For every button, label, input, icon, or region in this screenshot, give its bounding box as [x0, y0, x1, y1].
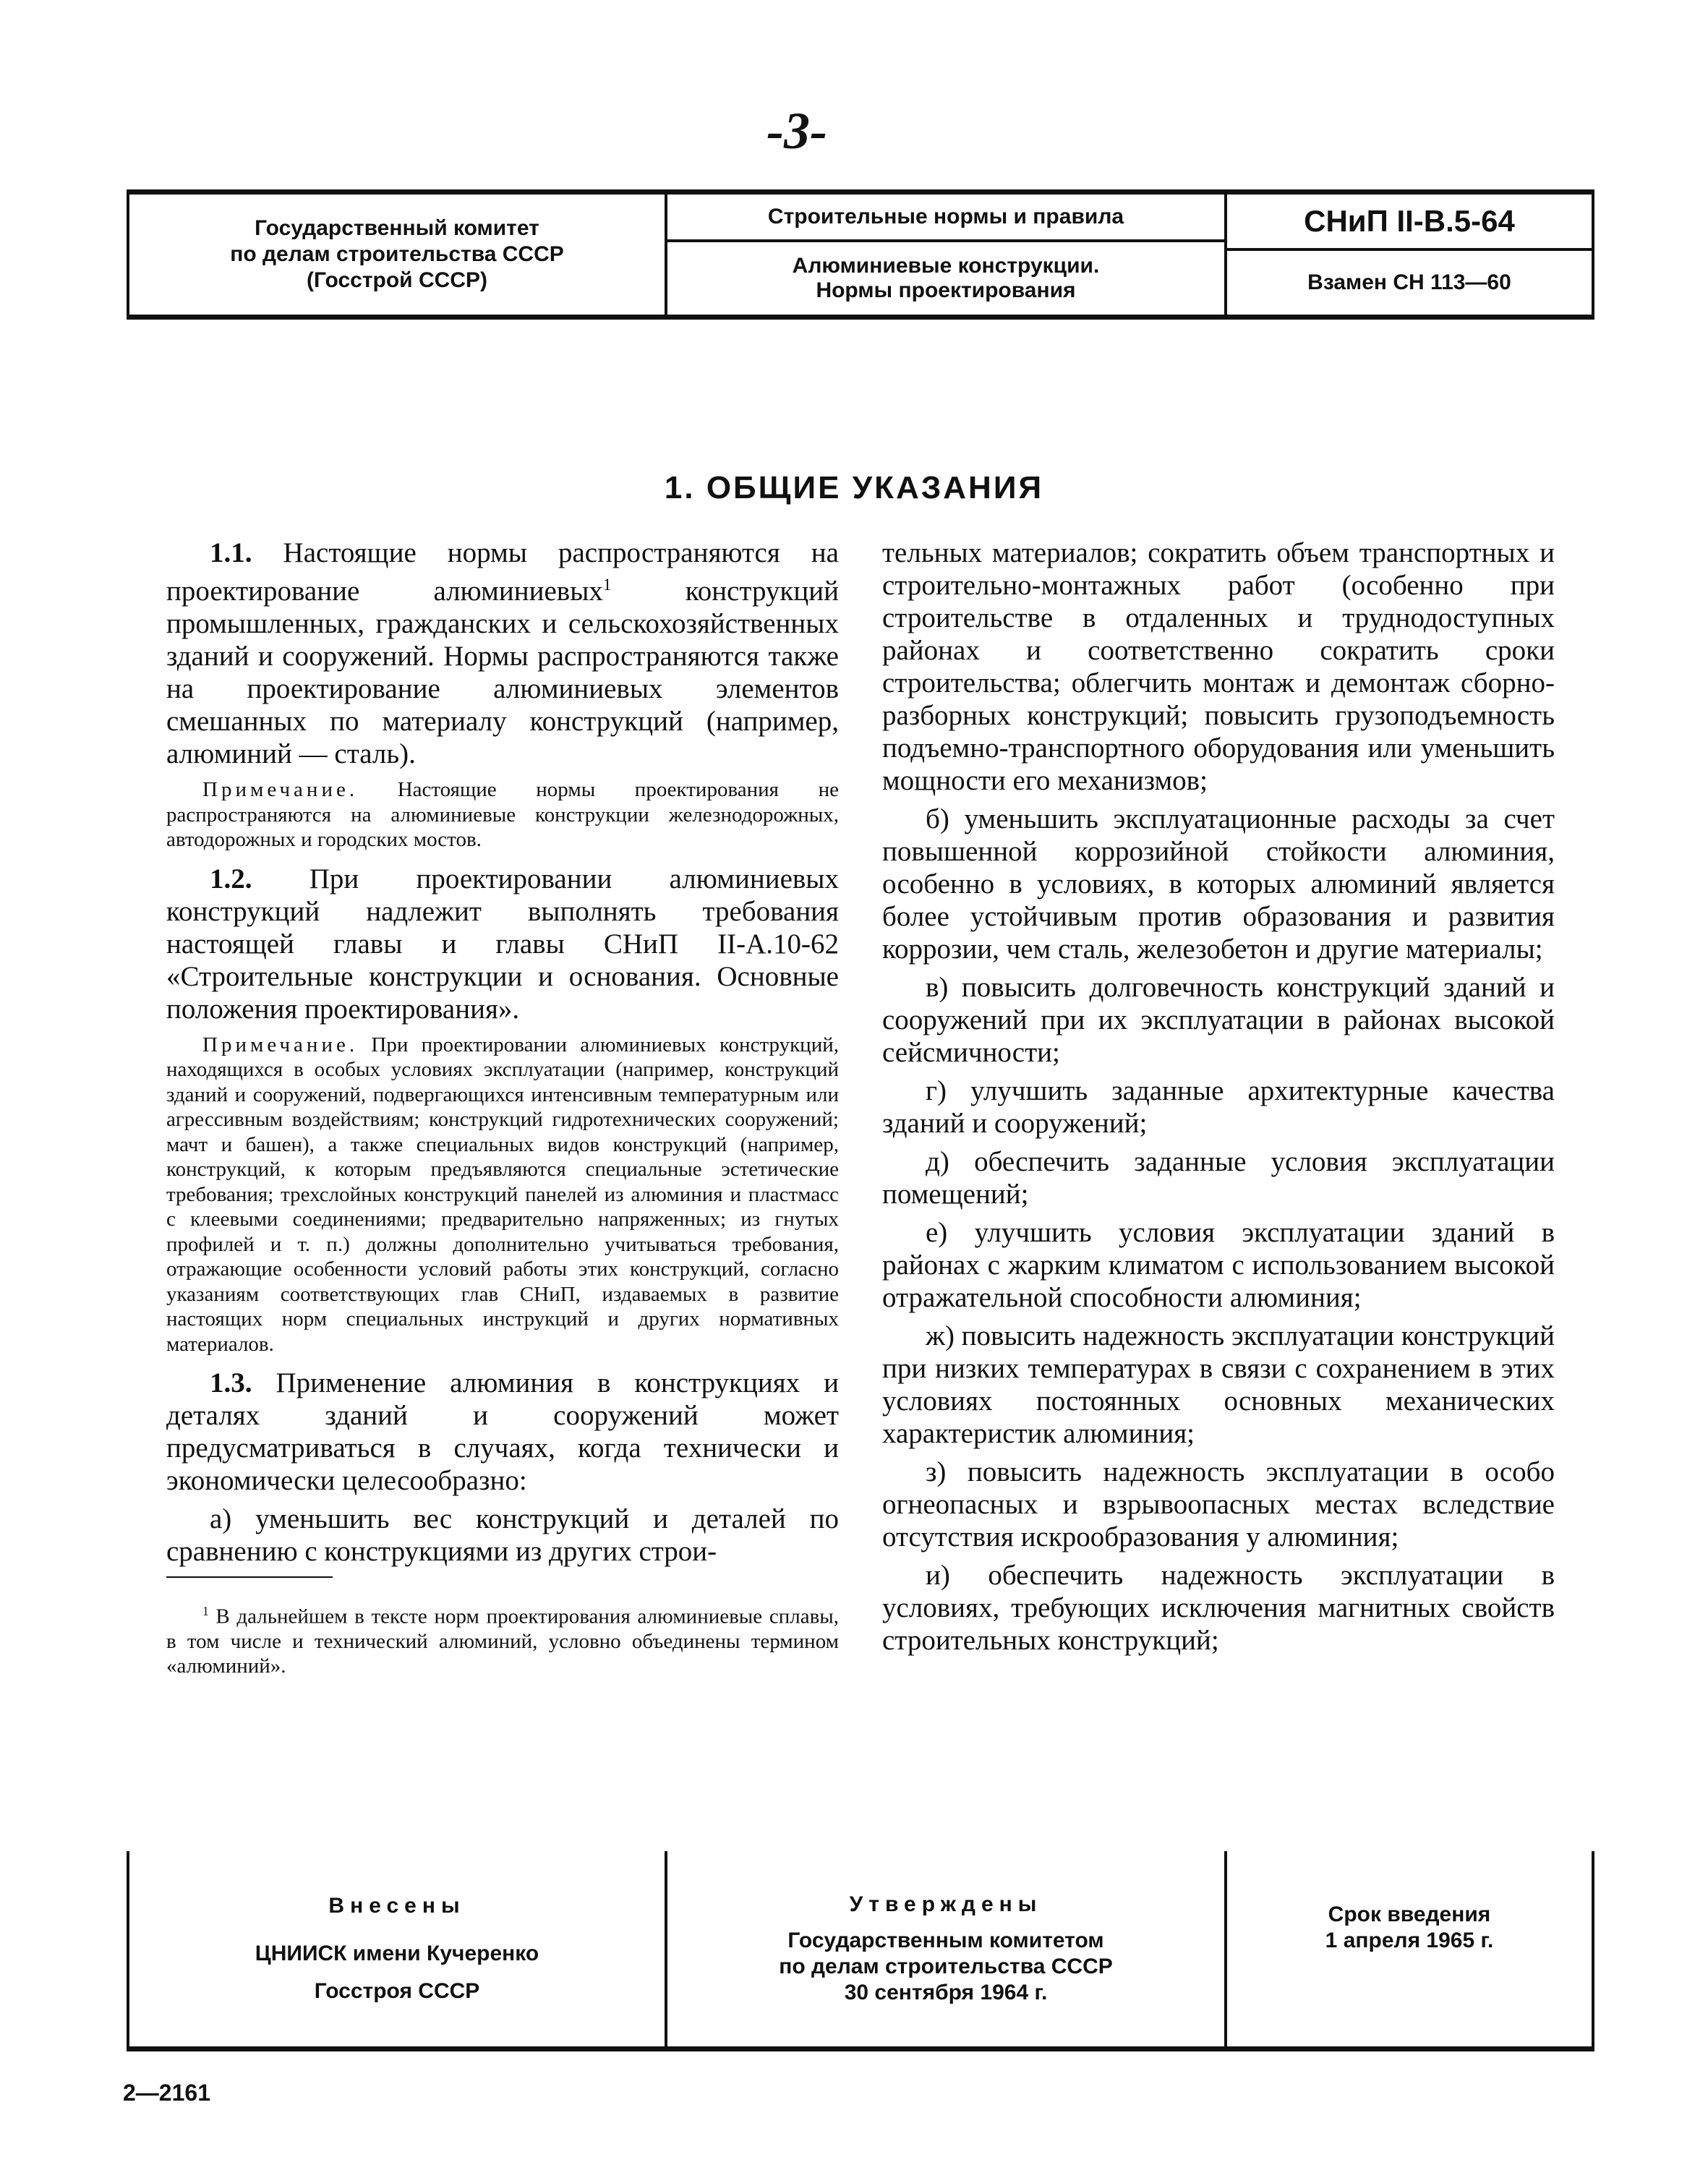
approved-cell [665, 1851, 1224, 2046]
item-zh: ж) повысить надежность эксплуатации конструкций при низких температурах в связи с сохранением в этих условиях постоянных основных механических характеристик алюминия; [882, 1320, 1555, 1449]
footer-table [127, 1851, 1594, 2051]
agency-line: (Госстрой СССР) [307, 268, 487, 292]
right-column [882, 537, 1555, 1662]
page-number: -3- [767, 102, 827, 160]
item-b: б) уменьшить эксплуатационные расходы за счет повышенной коррозийной стойкости алюминия, особенно в условиях, в которых алюминий является более устойчивым против образования и развития коррозии, чем сталь, железобетон и другие материалы; [882, 803, 1555, 965]
footnote [166, 1599, 839, 1678]
note-label: Примечание. [202, 778, 359, 801]
left-column [166, 537, 839, 1699]
paragraph-1-1 [166, 537, 839, 770]
text: Применение алюминия в конструкциях и деталях зданий и сооружений может предусматриваться в случаях, когда технически и экономически целесообразно: [166, 1367, 839, 1496]
text: Настоящие нормы распространяются на проектирование алюминиевых [166, 537, 839, 607]
section-title: 1. ОБЩИЕ УКАЗАНИЯ [664, 470, 1044, 505]
item-d: д) обеспечить заданные условия эксплуатации помещений; [882, 1146, 1555, 1210]
item-e: е) улучшить условия эксплуатации зданий в районах с жарким климатом с использованием высокой отражательной способности алюминия; [882, 1217, 1555, 1313]
item-v: в) повысить долговечность конструкций зданий и сооружений при их эксплуатации в районах высокой сейсмичности; [882, 972, 1555, 1068]
item-i: и) обеспечить надежность эксплуатации в условиях, требующих исключения магнитных свойств строительных конструкций; [882, 1560, 1555, 1656]
submitted-by-line: ЦНИИСК имени Кучеренко [255, 1942, 539, 1965]
note-1 [166, 777, 839, 853]
item-z: з) повысить надежность эксплуатации в особо огнеопасных и взрывоопасных местах вследствие отсутствия искрообразования у алюминия; [882, 1456, 1555, 1553]
paragraph-1-2 [166, 863, 839, 1025]
agency-cell [127, 195, 665, 315]
approved-date: 30 сентября 1964 г. [844, 1981, 1048, 2004]
agency-line: Государственный комитет [255, 216, 539, 240]
effective-date: 1 апреля 1965 г. [1325, 1929, 1494, 1952]
text: При проектировании алюминиевых конструкций надлежит выполнять требования настоящей главы и главы СНиП II-А.10-62 «Строительные конструкции и основания. Основные положения проектирования». [166, 863, 839, 1025]
print-code: 2—2161 [123, 2080, 210, 2106]
approved-by-line: Государственным комитетом [787, 1929, 1104, 1952]
header-table [127, 189, 1594, 320]
replaces-label: Взамен СН 113—60 [1307, 270, 1511, 294]
clause-number: 1.1. [210, 537, 252, 568]
paragraph-1-3 [166, 1367, 839, 1497]
title-cell [665, 195, 1224, 315]
note-label: Примечание. [202, 1033, 359, 1056]
footnote-ref: 1 [602, 576, 612, 594]
text: конструкций промышленных, гражданских и сельскохозяйственных зданий и сооружений. Нормы распространяются также на проектирование алюминиевых элементов смешанных по материалу конструкций (например, алюминий — сталь). [166, 576, 839, 769]
doc-title [667, 242, 1224, 315]
submitted-by-line: Госстроя СССР [314, 1979, 480, 2003]
text: При проектировании алюминиевых конструкций, находящихся в особых условиях эксплуатации (например, конструкций зданий и сооружений, подвергающихся интенсивным температурным или агрессивным воздействиям; конструкций гидротехнических сооружений; мачт и башен), а также специальных видов конструкций (например, конструкций, к которым предъявляются специальные эстетические требования; трехслойных конструкций панелей из алюминия и пластмасс с клеевыми соединениями; предварительно напряженных; из гнутых профилей и т. п.) должны дополнительно учитываться требования, отражающие особенности условий работы этих конструкций, согласно указаниям соответствующих глав СНиП, издаваемых в развитие настоящих норм специальных инструкций и других нормативных материалов. [166, 1033, 839, 1356]
doc-title-line: Алюминиевые конструкции. [792, 254, 1100, 278]
footnote-divider [166, 1576, 333, 1578]
approved-label: Утверждены [849, 1892, 1043, 1916]
submitted-label: Внесены [328, 1894, 466, 1918]
item-a: а) уменьшить вес конструкций и деталей по сравнению с конструкциями из других строи- [166, 1503, 839, 1567]
code-cell [1224, 195, 1594, 315]
text: В дальнейшем в тексте норм проектирования алюминиевые сплавы, в том числе и технический алюминий, условно объединены термином «алюминий». [166, 1605, 839, 1678]
agency-line: по делам строительства СССР [230, 242, 564, 266]
doc-title-line: Нормы проектирования [816, 278, 1076, 302]
doc-code: СНиП II-В.5-64 [1227, 195, 1592, 251]
text: Настоящие нормы проектирования не распространяются на алюминиевые конструкции железнодорожных, автодорожных и городских мостов. [166, 778, 839, 851]
note-2 [166, 1033, 839, 1357]
clause-number: 1.2. [210, 863, 252, 894]
item-a-continued: тельных материалов; сократить объем транспортных и строительно-монтажных работ (особенно при строительстве в отдаленных и труднодоступных районах и соответственно сократить сроки строительства; облегчить монтаж и демонтаж сборно-разборных конструкций; повысить грузоподъемность подъемно-транспортного оборудования или уменьшить мощности его механизмов; [882, 537, 1555, 796]
footnote-mark: 1 [202, 1604, 209, 1618]
clause-number: 1.3. [210, 1367, 252, 1398]
submitted-cell [127, 1851, 665, 2046]
effective-label: Срок введения [1328, 1902, 1491, 1926]
approved-by-line: по делам строительства СССР [779, 1955, 1113, 1978]
effective-cell [1224, 1851, 1594, 2046]
item-g: г) улучшить заданные архитектурные качества зданий и сооружений; [882, 1075, 1555, 1139]
series-label: Строительные нормы и правила [667, 195, 1224, 242]
